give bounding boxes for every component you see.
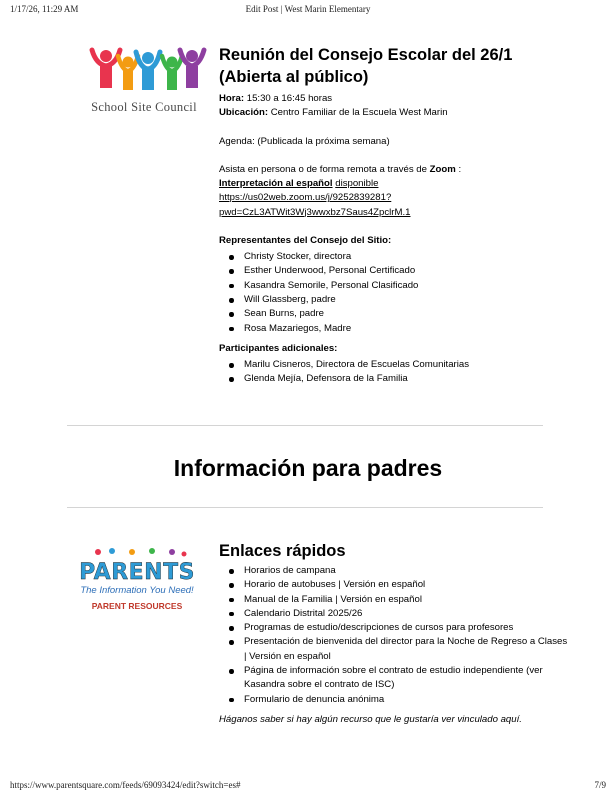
- print-header: [10, 4, 606, 18]
- parent-resources-logo-graphic: [72, 546, 202, 616]
- list-item: [219, 372, 569, 386]
- list-item: [219, 264, 569, 278]
- print-footer: [10, 780, 606, 794]
- parents-logo-subtitle: PARENT RESOURCES: [91, 601, 183, 611]
- quick-link-text[interactable]: Programas de estudio/descripciones de cursos para profesores: [244, 622, 514, 634]
- additional-list: [219, 358, 569, 387]
- bullet-icon: [229, 255, 234, 260]
- list-item[interactable]: [219, 578, 569, 592]
- list-item[interactable]: [219, 635, 569, 664]
- print-datetime: 1/17/26, 11:29 AM: [10, 4, 79, 14]
- attend-colon: :: [455, 163, 462, 175]
- parents-logo-title: PARENTS: [79, 560, 195, 585]
- bullet-icon: [229, 269, 234, 274]
- meeting-location: [219, 106, 569, 120]
- print-page-title: Edit Post | West Marin Elementary: [245, 4, 371, 14]
- zoom-url-line1: [219, 191, 569, 205]
- quick-link-text[interactable]: Formulario de denuncia anónima: [244, 693, 385, 705]
- meeting-time-value: 15:30 a 16:45 horas: [246, 93, 333, 104]
- reps-heading: [219, 234, 569, 248]
- parents-logo-tagline: The Information You Need!: [80, 585, 194, 596]
- quick-link-text[interactable]: Horario de autobuses | Versión en español: [244, 579, 426, 591]
- list-item-text: Rosa Mazariegos, Madre: [244, 322, 352, 334]
- bullet-icon: [229, 312, 234, 317]
- bullet-icon: [229, 284, 234, 289]
- bullet-icon: [229, 612, 234, 617]
- print-url: https://www.parentsquare.com/feeds/69093424/edit?switch=es#: [10, 780, 241, 790]
- meeting-section: [219, 44, 569, 387]
- reps-heading-text: Representantes del Consejo del Sitio:: [219, 234, 392, 246]
- bullet-icon: [229, 363, 234, 368]
- divider: [67, 507, 543, 508]
- additional-heading-text: Participantes adicionales:: [219, 342, 338, 354]
- bullet-icon: [229, 669, 234, 674]
- list-item[interactable]: [219, 664, 569, 693]
- list-item: [219, 358, 569, 372]
- meeting-title: Reunión del Consejo Escolar del 26/1 (Abierta al público): [219, 46, 513, 86]
- list-item[interactable]: [219, 607, 569, 621]
- list-item-text: Glenda Mejía, Defensora de la Familia: [244, 373, 408, 385]
- parent-resources-logo: [72, 546, 202, 616]
- school-site-council-logo: [78, 44, 210, 124]
- reps-list: [219, 250, 569, 336]
- bullet-icon: [229, 327, 234, 332]
- meeting-time-label: Hora:: [219, 93, 245, 104]
- list-item-text: Esther Underwood, Personal Certificado: [244, 265, 416, 277]
- interpretation-link[interactable]: [219, 178, 333, 189]
- list-item-text: Marilu Cisneros, Directora de Escuelas Comunitarias: [244, 359, 470, 371]
- print-page-number: 7/9: [594, 780, 606, 790]
- parents-info-heading: Información para padres: [173, 455, 443, 481]
- meeting-attend: [219, 163, 569, 177]
- quick-link-text[interactable]: Página de información sobre el contrato de estudio independiente (ver Kasandra sobre el contrato de ISC): [244, 665, 543, 691]
- list-item-text: Sean Burns, padre: [244, 308, 325, 320]
- list-item[interactable]: [219, 593, 569, 607]
- list-item: [219, 250, 569, 264]
- zoom-url-line2: [219, 206, 569, 220]
- bullet-icon: [229, 698, 234, 703]
- list-item: [219, 279, 569, 293]
- available-link[interactable]: disponible: [335, 178, 379, 190]
- bullet-icon: [229, 377, 234, 382]
- quick-links-section: [219, 540, 569, 727]
- meeting-time: [219, 92, 569, 106]
- zoom-url-link-part2[interactable]: pwd=CzL3ATWit3Wj3wwxbz7Saus4ZpclrM.1: [219, 206, 411, 218]
- bullet-icon: [229, 583, 234, 588]
- quick-link-text[interactable]: Calendario Distrital 2025/26: [244, 607, 363, 619]
- school-site-council-wordmark: School Site Council: [91, 100, 197, 114]
- quick-links-list: [219, 564, 569, 707]
- list-item[interactable]: [219, 621, 569, 635]
- divider: [67, 425, 543, 426]
- zoom-label: Zoom: [429, 163, 456, 175]
- list-item-text: Christy Stocker, directora: [244, 251, 352, 263]
- bullet-icon: [229, 298, 234, 303]
- interpretation-line: [219, 177, 569, 191]
- quick-links-title: Enlaces rápidos: [219, 542, 346, 560]
- additional-heading: [219, 342, 569, 356]
- list-item-text: Will Glassberg, padre: [244, 294, 336, 306]
- interpretation-link-label: Interpretación al español: [219, 178, 333, 190]
- meeting-location-label: Ubicación:: [219, 107, 269, 119]
- list-item: [219, 307, 569, 321]
- list-item[interactable]: [219, 693, 569, 707]
- bullet-icon: [229, 626, 234, 631]
- meeting-location-value: Centro Familiar de la Escuela West Marin: [270, 107, 448, 119]
- meeting-agenda: Agenda: (Publicada la próxima semana): [219, 135, 390, 147]
- quick-links-note: Háganos saber si hay algún recurso que le gustaría ver vinculado aquí.: [219, 713, 522, 725]
- bullet-icon: [229, 640, 234, 645]
- bullet-icon: [229, 569, 234, 574]
- quick-link-text[interactable]: Horarios de campana: [244, 565, 336, 576]
- meeting-attend-text: Asista en persona o de forma remota a través de: [219, 163, 427, 175]
- quick-link-text[interactable]: Manual de la Familia | Versión en español: [244, 593, 422, 605]
- list-item[interactable]: [219, 564, 569, 578]
- zoom-url-link-part1[interactable]: https://us02web.zoom.us/j/9252839281?: [219, 192, 392, 204]
- school-site-council-logo-graphic: [78, 44, 210, 124]
- quick-link-text[interactable]: Presentación de bienvenida del director para la Noche de Regreso a Clases | Versión en español: [244, 636, 568, 662]
- list-item-text: Kasandra Semorile, Personal Clasificado: [244, 279, 419, 291]
- bullet-icon: [229, 598, 234, 603]
- list-item: [219, 322, 569, 336]
- list-item: [219, 293, 569, 307]
